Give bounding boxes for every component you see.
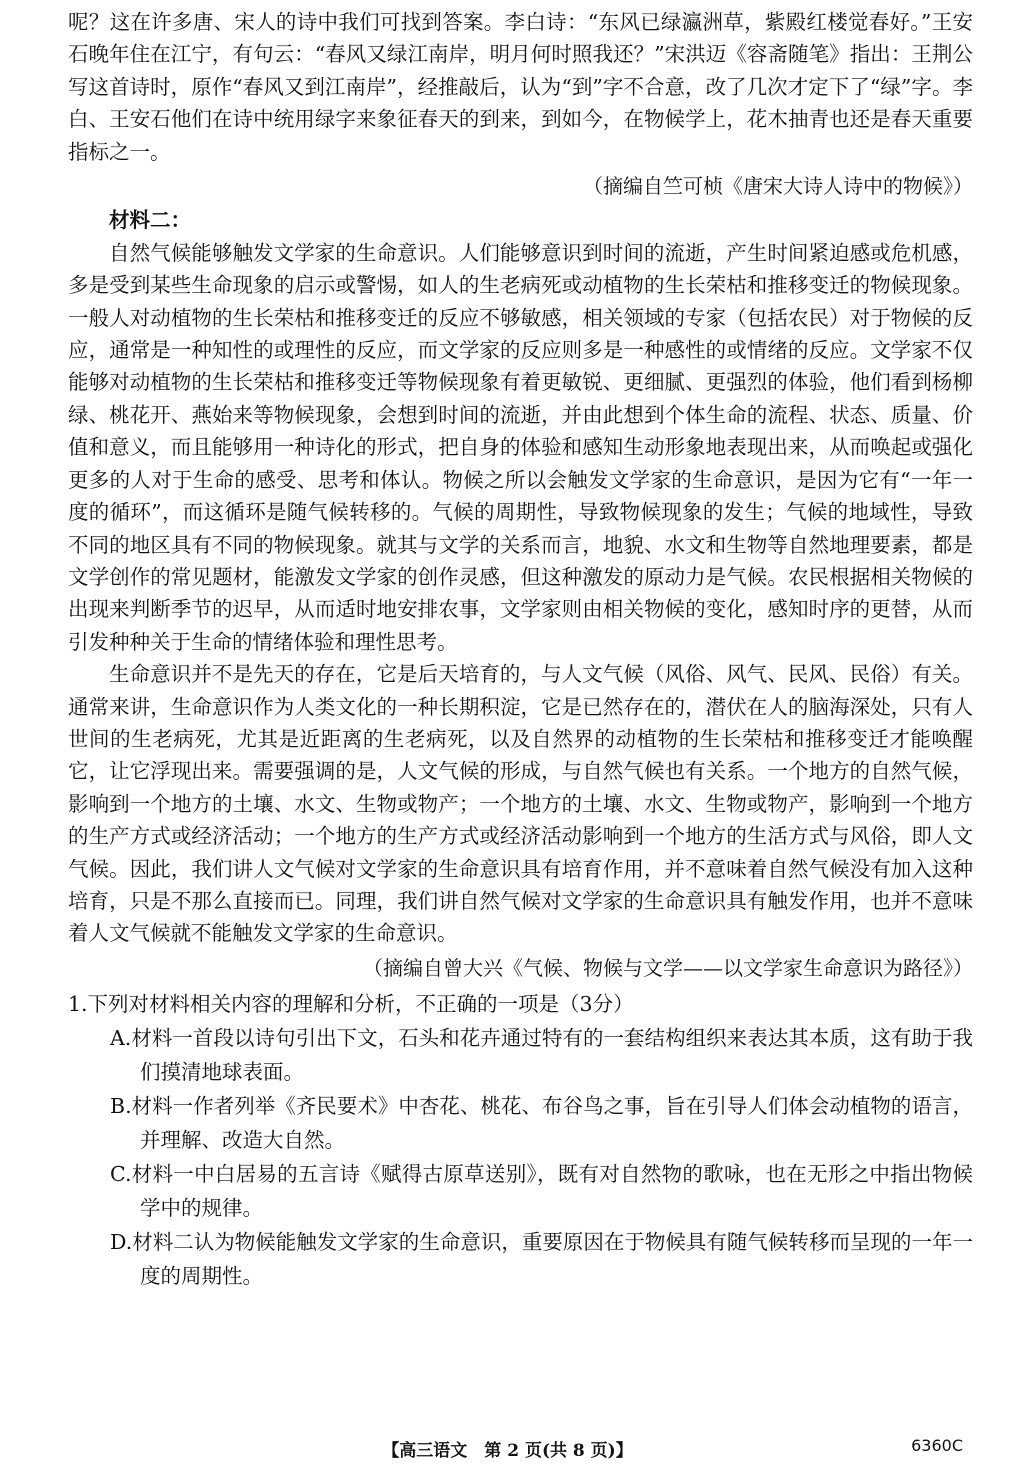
material1-tail-paragraph: 呢？这在许多唐、宋人的诗中我们可找到答案。李白诗：“东风已绿瀛洲草，紫殿红楼觉春好。”王安石晚年住在江宁，有句云：“春风又绿江南岸，明月何时照我还？”宋洪迈《容斋随笔》指出：王荆公写这首诗时，原作“春风又到江南岸”，经推敲后，认为“到”字不合意，改了几次才定下了“绿”字。李白、王安石他们在诗中统用绿字来象征春天的到来，到如今，在物候学上，花木抽青也还是春天重要指标之一。 [68, 10, 973, 164]
question-1-option-b: B.材料一作者列举《齐民要术》中杏花、桃花、布谷鸟之事，旨在引导人们体会动植物的语言，并理解、改造大自然。 [110, 1093, 973, 1152]
material2-heading: 材料二： [109, 208, 191, 233]
material2-paragraph-1: 自然气候能够触发文学家的生命意识。人们能够意识到时间的流逝，产生时间紧迫感或危机感，多是受到某些生命现象的启示或警惕，如人的生老病死或动植物的生长荣枯和推移变迁的物候现象。一般人对动植物的生长荣枯和推移变迁的反应不够敏感，相关领域的专家（包括农民）对于物候的反应，通常是一种知性的或理性的反应，而文学家的反应则多是一种感性的或情绪的反应。文学家不仅能够对动植物的生长荣枯和推移变迁等物候现象有着更敏锐、更细腻、更强烈的体验，他们看到杨柳绿、桃花开、燕始来等物候现象，会想到时间的流逝，并由此想到个体生命的流程、状态、质量、价值和意义，而且能够用一种诗化的形式，把自身的体验和感知生动形象地表现出来，从而唤起或强化更多的人对于生命的感受、思考和体认。物候之所以会触发文学家的生命意识，是因为它有“一年一度的循环”，而这循环是随气候转移的。气候的周期性，导致物候现象的发生；气候的地域性，导致不同的地区具有不同的物候现象。就其与文学的关系而言，地貌、水文和生物等自然地理要素，都是文学创作的常见题材，能激发文学家的创作灵感，但这种激发的原动力是气候。农民根据相关物候的出现来判断季节的迟早，从而适时地安排农事，文学家则由相关物候的变化，感知时序的更替，从而引发种种关于生命的情绪体验和理性思考。 [68, 240, 973, 654]
material2-paragraph-2: 生命意识并不是先天的存在，它是后天培育的，与人文气候（风俗、风气、民风、民俗）有关。通常来讲，生命意识作为人类文化的一种长期积淀，它是已然存在的，潜伏在人的脑海深处，只有人世间的生老病死，尤其是近距离的生老病死，以及自然界的动植物的生长荣枯和推移变迁才能唤醒它，让它浮现出来。需要强调的是，人文气候的形成，与自然气候也有关系。一个地方的自然气候，影响到一个地方的土壤、水文、生物或物产；一个地方的土壤、水文、生物或物产，影响到一个地方的生产方式或经济活动；一个地方的生产方式或经济活动影响到一个地方的生活方式与风俗，即人文气候。因此，我们讲人文气候对文学家的生命意识具有培育作用，并不意味着自然气候没有加入这种培育，只是不那么直接而已。同理，我们讲自然气候对文学家的生命意识具有触发作用，也并不意味着人文气候就不能触发文学家的生命意识。 [68, 662, 973, 946]
question-1-option-d: D.材料二认为物候能触发文学家的生命意识，重要原因在于物候具有随气候转移而呈现的一年一度的周期性。 [110, 1229, 973, 1288]
question-1-option-c: C.材料一中白居易的五言诗《赋得古原草送别》，既有对自然物的歌咏，也在无形之中指出物候学中的规律。 [110, 1161, 973, 1220]
material2-source: （摘编自曾大兴《气候、物候与文学——以文学家生命意识为路径》） [363, 955, 973, 980]
question-1-stem: 1.下列对材料相关内容的理解和分析，不正确的一项是（3分） [68, 992, 634, 1017]
document-page [68, 6, 973, 1293]
footer-exam-code: 6360C [911, 1436, 963, 1455]
material1-source: （摘编自竺可桢《唐宋大诗人诗中的物候》） [583, 174, 973, 199]
footer-page-label: 【高三语文 第 2 页(共 8 页)】 [382, 1441, 633, 1461]
question-1-option-a: A.材料一首段以诗句引出下文，石头和花卉通过特有的一套结构组织来表达其本质，这有助于我们摸清地球表面。 [110, 1025, 973, 1084]
